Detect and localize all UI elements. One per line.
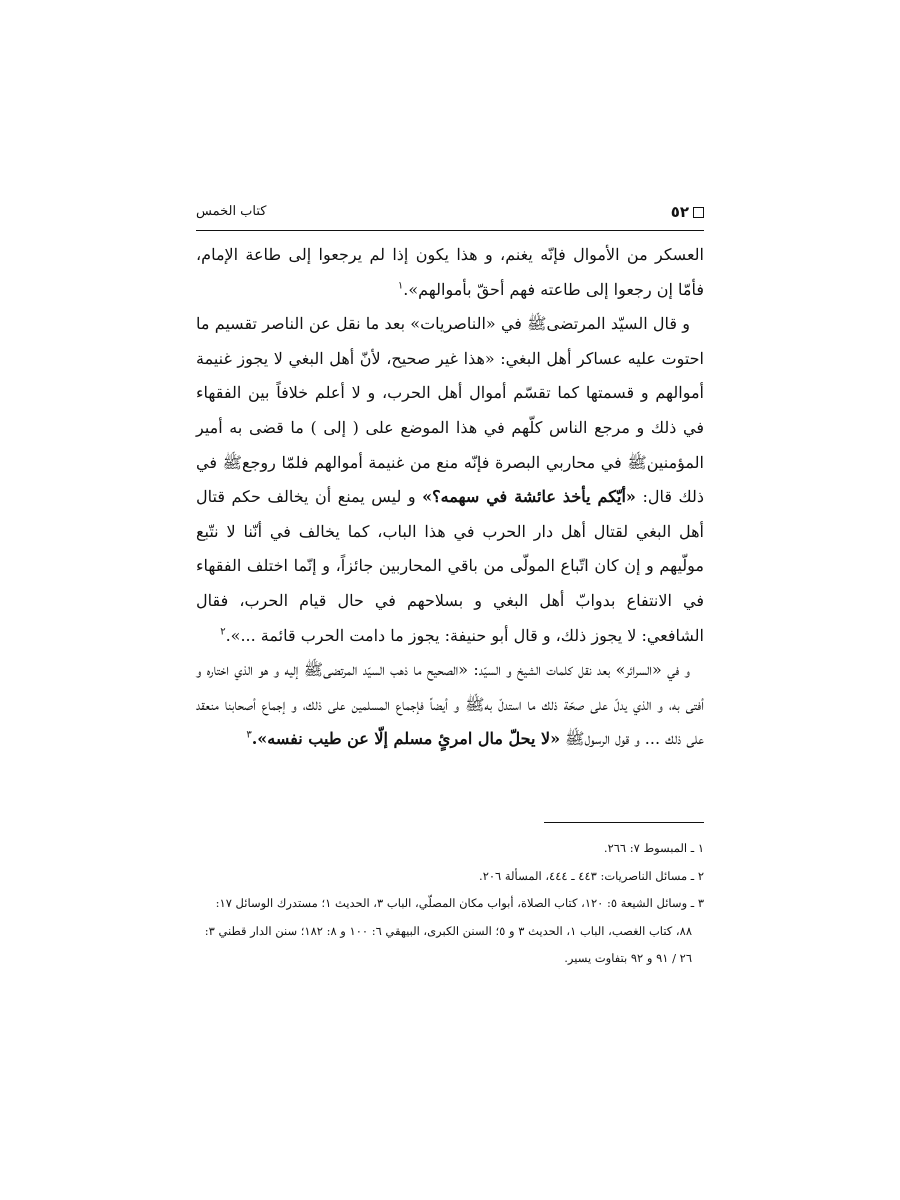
running-title: كتاب الخمس	[196, 204, 267, 219]
footnote-ref-1: ١	[397, 280, 404, 292]
footnote-3-line-1: ٣ ـ وسائل الشيعة ٥: ١٢٠، كتاب الصلاة، أبواب مكان المصلّي، الباب ٣، الحديث ١؛ مستدرك الوسائل ١٧:	[215, 896, 704, 910]
paragraph-2-text-a: و قال السيّد المرتضى‌ﷺ في «الناصريات» بعد ما نقل عن الناصر تقسيم ما احتوت عليه عساكر أهل البغي: «هذا غير صحيح، لأنّ أهل البغي لا يجوز غنيمة أموالهم و قسمتها كما تقسّم أموال أهل الحرب، و لا أعلم خلافاً بين الفقهاء في ذلك و مرجع الناس كلّهم في هذا الموضع على ( إلى ) ما قضى به أمير المؤمنين‌ﷺ في محاربي البصرة فإنّه منع من غنيمة أموالهم فلمّا روجع‌ﷺ في ذلك قال:	[196, 314, 705, 507]
footnote-ref-3: ٣	[246, 729, 252, 741]
page-number-text: ٥٢	[670, 203, 689, 221]
footnote-1: ١ ـ المبسوط ٧: ٢٦٦.	[603, 841, 704, 855]
footnote-2: ٢ ـ مسائل الناصريات: ٤٤٣ ـ ٤٤٤، المسألة ٢٠٦.	[479, 868, 704, 883]
footnote-3-line-3: ٢٦ / ٩١ و ٩٢ بتفاوت يسير.	[564, 951, 692, 965]
paragraph-2	[196, 307, 704, 653]
footnote-ref-2: ٢	[220, 626, 226, 638]
paragraph-2-quote: «أيّكم يأخذ عائشة في سهمه؟»	[422, 487, 636, 507]
paragraph-3-quote: «لا يحلّ مال امرئٍ مسلم إلّا عن طيب نفسه».	[251, 729, 561, 749]
paragraph-2-text-b: و ليس يمنع أن يخالف حكم قتال أهل البغي لقتال أهل دار الحرب في هذا الباب، كما يخالف في أنّنا لا نتّبع مولّيهم و إن كان اتّباع المولّى من باقي المحاربين جائزاً، و إنّما اختلف الفقهاء في الانتفاع بدوابّ أهل البغي و بسلاحهم في حال قيام الحرب، فقال الشافعي: لا يجوز ذلك، و قال أبو حنيفة: يجوز ما دامت الحرب قائمة ...».	[196, 487, 704, 645]
footnote-3-line-2: ٨٨، كتاب الغصب، الباب ١، الحديث ٣ و ٥؛ السنن الكبرى، البيهقي ٦: ١٠٠ و ٨: ١٨٢؛ سنن الدار قطني ٣:	[204, 923, 692, 938]
footnote-divider	[544, 822, 704, 823]
page-header	[196, 201, 704, 227]
paragraph-1-text: العسكر من الأموال فإنّه يغنم، و هذا يكون إذا لم يرجعوا إلى طاعة الإمام، فأمّا إن رجعوا إلى طاعته فهم أحقّ بأموالهم».	[196, 245, 704, 299]
footnote-3	[196, 890, 704, 973]
header-divider	[196, 230, 704, 231]
page-number	[671, 203, 704, 221]
main-text	[196, 238, 704, 757]
footnotes	[196, 835, 704, 973]
paragraph-1	[196, 238, 704, 307]
paragraph-3-text-a: و في «السرائر» بعد نقل كلمات الشيخ و السيّد: «الصحيح ما ذهب السيّد المرتضى‌ﷺ إليه و هو الذي اختاره و أفتى به، و الذي يدلّ على صحّة ذلك ما استدلّ به‌ﷺ و أيضاً فإجماع المسلمين على ذلك، و إجماع أصحابنا منعقد على ذلك ... و قول الرسول‌ﷺ	[196, 660, 704, 749]
square-box-icon	[693, 207, 704, 218]
paragraph-3	[196, 653, 704, 757]
